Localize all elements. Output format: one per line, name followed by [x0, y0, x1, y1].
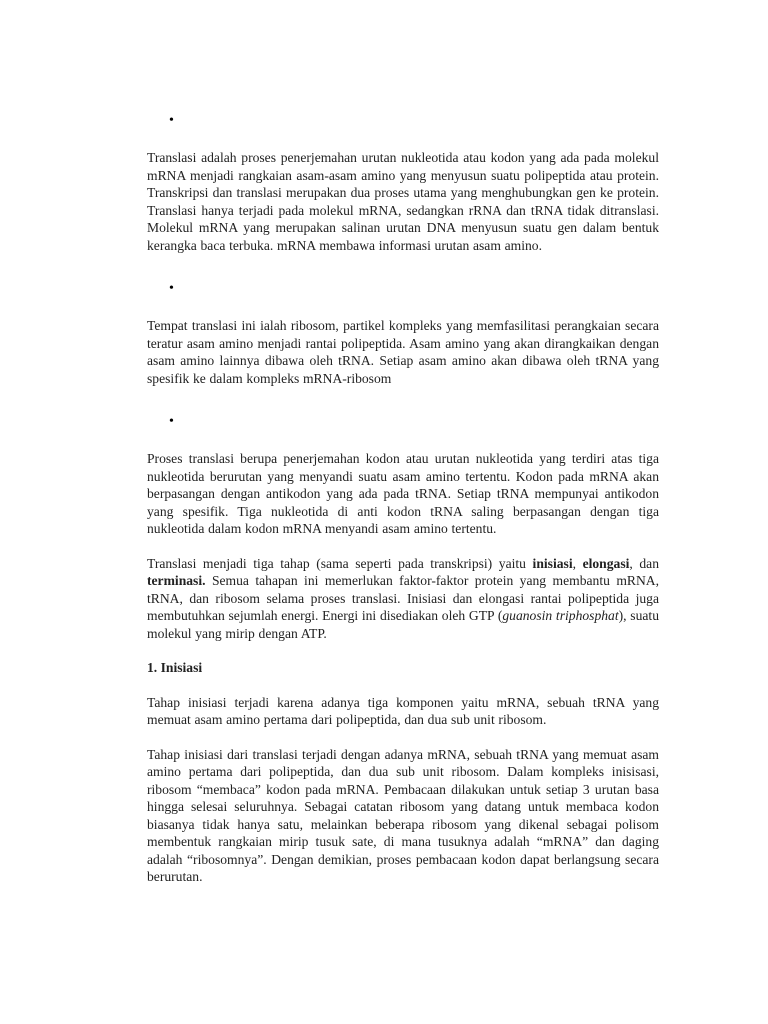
bullet-item-1 — [147, 112, 659, 130]
bullet-dot-icon: • — [169, 414, 174, 429]
paragraph-tempat-translasi: Tempat translasi ini ialah ribosom, partikel kompleks yang memfasilitasi perangkaian secara teratur asam amino menjadi rantai polipeptida. Asam amino yang akan dirangkaikan dengan asam amino lainnya dibawa oleh tRNA. Setiap asam amino akan dibawa oleh tRNA yang spesifik ke dalam kompleks mRNA-ribosom — [147, 318, 659, 386]
text-run: , dan — [629, 555, 659, 571]
section-heading-inisiasi: 1. Inisiasi — [147, 660, 203, 675]
paragraph-proses-translasi: Proses translasi berupa penerjemahan kodon atau urutan nukleotida yang terdiri atas tiga nukleotida berurutan yang menyandi suatu asam amino tertentu. Kodon pada mRNA akan berpasangan dengan antikodon yang ada pada tRNA. Setiap tRNA mempunyai antikodon yang spesifik. Tiga nukleotida di anti kodon tRNA saling berpasangan dengan tiga nukleotida dalam kodon mRNA menyandi asam amino tertentu. — [147, 451, 659, 536]
bold-term-elongasi: elongasi — [582, 555, 630, 571]
text-run: ), suatu molekul yang mirip dengan ATP. — [147, 608, 659, 641]
bold-term-inisiasi: inisiasi — [532, 555, 573, 571]
document-page — [147, 112, 659, 886]
text-run: , — [572, 555, 583, 571]
bullet-item-2 — [147, 280, 659, 298]
paragraph-inisiasi-detail: Tahap inisiasi dari translasi terjadi dengan adanya mRNA, sebuah tRNA yang memuat asam amino pertama dari polipeptida, dan dua sub unit ribosom. Dalam kompleks inisisasi, ribosom “membaca” kodon pada mRNA. Pembacaan dilakukan untuk setiap 3 urutan basa hingga selesai seluruhnya. Sebagai catatan ribosom yang datang untuk membaca kodon biasanya tidak hanya satu, melainkan beberapa ribosom yang dikenal sebagai polisom membentuk rangkaian mirip tusuk sate, di mana tusuknya adalah “mRNA” dan daging adalah “ribosomnya”. Dengan demikian, proses pembacaan kodon dapat berlangsung secara berurutan. — [147, 746, 659, 884]
bold-term-terminasi: terminasi. — [147, 573, 206, 588]
text-run: Semua tahapan ini memerlukan faktor-faktor protein yang membantu mRNA, tRNA, dan ribosom selama proses translasi. Inisiasi dan elongasi rantai polipeptida juga membutuhkan sejumlah energi. Energi ini disediakan oleh GTP ( — [147, 573, 659, 623]
paragraph-inisiasi-komponen: Tahap inisiasi terjadi karena adanya tiga komponen yaitu mRNA, sebuah tRNA yang memuat asam amino pertama dari polipeptida, dan dua sub unit ribosom. — [147, 694, 659, 727]
bullet-dot-icon: • — [169, 113, 174, 128]
paragraph-tahap-translasi — [147, 555, 659, 643]
bullet-item-3 — [147, 413, 659, 431]
italic-term-gtp: guanosin triphosphat — [502, 608, 619, 623]
bullet-dot-icon: • — [169, 281, 174, 296]
paragraph-translasi-definition: Translasi adalah proses penerjemahan urutan nukleotida atau kodon yang ada pada molekul mRNA menjadi rangkaian asam-asam amino yang menyusun suatu polipeptida atau protein. Transkripsi dan translasi merupakan dua proses utama yang menghubungkan gen ke protein. Translasi hanya terjadi pada molekul mRNA, sedangkan rRNA dan tRNA tidak ditranslasi. Molekul mRNA yang merupakan salinan urutan DNA menyusun suatu gen dalam bentuk kerangka baca terbuka. mRNA membawa informasi urutan asam amino. — [147, 150, 659, 253]
text-run: Translasi menjadi tiga tahap (sama seperti pada transkripsi) yaitu — [147, 555, 533, 571]
